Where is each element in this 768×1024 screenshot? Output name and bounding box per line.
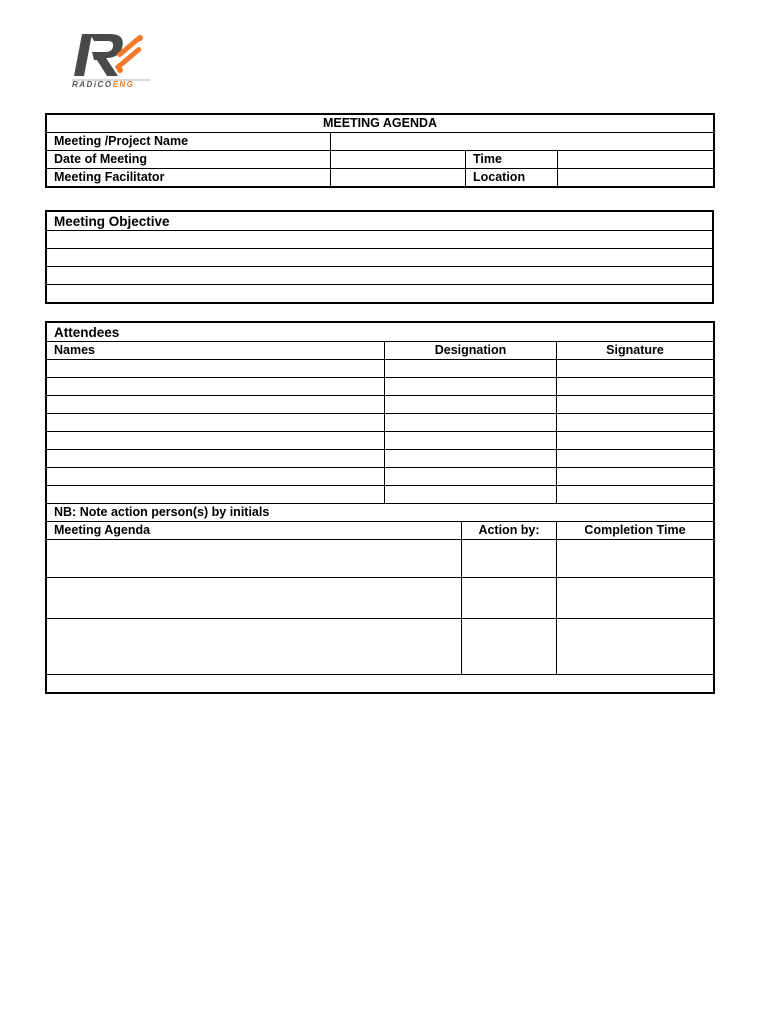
time-field[interactable]	[558, 151, 714, 169]
name-cell[interactable]	[47, 378, 385, 396]
project-name-label: Meeting /Project Name	[47, 133, 331, 151]
logo-wordmark: RADiCOENG	[72, 80, 135, 89]
signature-header: Signature	[557, 342, 714, 360]
attendee-row	[47, 432, 714, 450]
objective-line[interactable]	[47, 249, 713, 267]
signature-cell[interactable]	[557, 396, 714, 414]
form-title: MEETING AGENDA	[47, 115, 714, 133]
name-cell[interactable]	[47, 486, 385, 504]
attendee-row	[47, 414, 714, 432]
objective-line[interactable]	[47, 285, 713, 303]
signature-cell[interactable]	[557, 378, 714, 396]
names-header: Names	[47, 342, 385, 360]
signature-cell[interactable]	[557, 432, 714, 450]
facilitator-field[interactable]	[331, 169, 466, 187]
action-by-cell[interactable]	[462, 578, 557, 619]
meeting-header-table	[46, 114, 714, 187]
date-label: Date of Meeting	[47, 151, 331, 169]
attendee-row	[47, 450, 714, 468]
agenda-item-cell[interactable]	[47, 578, 462, 619]
agenda-row	[47, 578, 714, 619]
signature-cell[interactable]	[557, 450, 714, 468]
name-cell[interactable]	[47, 414, 385, 432]
objective-line[interactable]	[47, 231, 713, 249]
completion-time-cell[interactable]	[557, 540, 714, 578]
designation-cell[interactable]	[385, 414, 557, 432]
action-by-cell[interactable]	[462, 619, 557, 675]
location-field[interactable]	[558, 169, 714, 187]
attendees-title: Attendees	[47, 323, 714, 342]
signature-cell[interactable]	[557, 360, 714, 378]
attendee-row	[47, 468, 714, 486]
attendee-row	[47, 486, 714, 504]
signature-cell[interactable]	[557, 486, 714, 504]
attendees-agenda-table	[46, 322, 714, 693]
action-by-cell[interactable]	[462, 540, 557, 578]
name-cell[interactable]	[47, 360, 385, 378]
initials-note: NB: Note action person(s) by initials	[47, 504, 714, 522]
agenda-row	[47, 540, 714, 578]
signature-cell[interactable]	[557, 468, 714, 486]
designation-cell[interactable]	[385, 468, 557, 486]
designation-cell[interactable]	[385, 432, 557, 450]
designation-cell[interactable]	[385, 360, 557, 378]
name-cell[interactable]	[47, 432, 385, 450]
objective-line[interactable]	[47, 267, 713, 285]
objective-title: Meeting Objective	[47, 212, 713, 231]
agenda-item-cell[interactable]	[47, 619, 462, 675]
attendee-row	[47, 396, 714, 414]
agenda-item-cell[interactable]	[47, 540, 462, 578]
footer-row[interactable]	[47, 675, 714, 693]
attendee-row	[47, 360, 714, 378]
facilitator-label: Meeting Facilitator	[47, 169, 331, 187]
action-by-header: Action by:	[462, 522, 557, 540]
name-cell[interactable]	[47, 468, 385, 486]
agenda-header: Meeting Agenda	[47, 522, 462, 540]
name-cell[interactable]	[47, 396, 385, 414]
designation-cell[interactable]	[385, 378, 557, 396]
completion-time-cell[interactable]	[557, 619, 714, 675]
completion-time-header: Completion Time	[557, 522, 714, 540]
signature-cell[interactable]	[557, 414, 714, 432]
date-field[interactable]	[331, 151, 466, 169]
name-cell[interactable]	[47, 450, 385, 468]
agenda-row	[47, 619, 714, 675]
designation-cell[interactable]	[385, 486, 557, 504]
project-name-field[interactable]	[331, 133, 714, 151]
location-label: Location	[466, 169, 558, 187]
completion-time-cell[interactable]	[557, 578, 714, 619]
time-label: Time	[466, 151, 558, 169]
attendee-row	[47, 378, 714, 396]
designation-cell[interactable]	[385, 396, 557, 414]
objective-table	[46, 211, 713, 303]
designation-header: Designation	[385, 342, 557, 360]
designation-cell[interactable]	[385, 450, 557, 468]
